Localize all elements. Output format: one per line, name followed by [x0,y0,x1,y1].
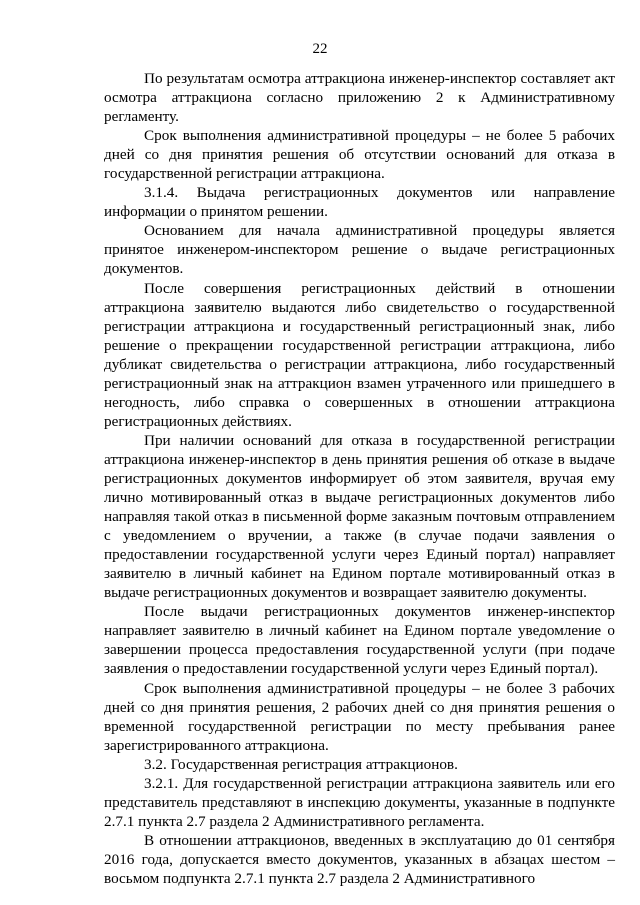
paragraph-3-2-1: 3.2.1. Для государственной регистрации аттракциона заявитель или его представитель представляют в инспекцию документы, указанные в подпункте 2.7.1 пункта 2.7 раздела 2 Административного регламента. [104,774,615,830]
page-number: 22 [312,41,328,57]
section-heading-3-2: 3.2. Государственная регистрация аттракционов. [144,755,458,773]
section-heading-3-1-4: 3.1.4. Выдача регистрационных документов или направление информации о принятом решении. [104,184,615,221]
paragraph-refusal: При наличии оснований для отказа в государственной регистрации аттракциона инженер-инспектор в день принятия решения об отказе в выдаче регистрационных документов информирует об этом заявителя, вручая ему лично мотивированный отказ в выдаче регистрационных документов либо направляя такой отказ в письменной форме заказным почтовым отправлением с уведомлением о вручении, а также (в случае подачи заявления о предоставлении государственной услуги через Единый портал) направляет заявителю в личный кабинет на Едином портале мотивированный отказ в выдаче регистрационных документов и возвращает заявителю документы. [104,431,615,602]
paragraph-deadline-5-days: Срок выполнения административной процедуры – не более 5 рабочих дней со дня принятия решения об отсутствии оснований для отказа в государственной регистрации аттракциона. [104,127,615,183]
paragraph-deadline-3-days: Срок выполнения административной процедуры – не более 3 рабочих дней со дня принятия решения, 2 рабочих дней со дня принятия решения о временной государственной регистрации по месту пребывания ранее зарегистрированного аттракциона. [104,679,615,754]
paragraph-notification: После выдачи регистрационных документов инженер-инспектор направляет заявителю в личный кабинет на Едином портале уведомление о завершении процесса предоставления государственной услуги (при подаче заявления о предоставлении государственной услуги через Единый портал). [104,603,615,678]
body-text [104,69,615,888]
paragraph-inspection-act: По результатам осмотра аттракциона инженер-инспектор составляет акт осмотра аттракциона согласно приложению 2 к Административному регламенту. [104,70,615,126]
paragraph-before-2016: В отношении аттракционов, введенных в эксплуатацию до 01 сентября 2016 года, допускается вместо документов, указанных в абзацах шестом – восьмом подпункта 2.7.1 пункта 2.7 раздела 2 Административного [104,831,615,887]
paragraph-procedure-basis: Основанием для начала административной процедуры является принятое инженером-инспектором решение о выдаче регистрационных документов. [104,222,615,278]
paragraph-issued-documents: После совершения регистрационных действий в отношении аттракциона заявителю выдаются либо свидетельство о государственной регистрации аттракциона и государственный регистрационный знак, либо решение о прекращении государственной регистрации аттракциона, либо дубликат свидетельства о регистрации аттракциона, либо государственный регистрационный знак на аттракцион взамен утраченного или пришедшего в негодность, либо справка о совершенных в отношении аттракциона регистрационных действиях. [104,279,615,430]
